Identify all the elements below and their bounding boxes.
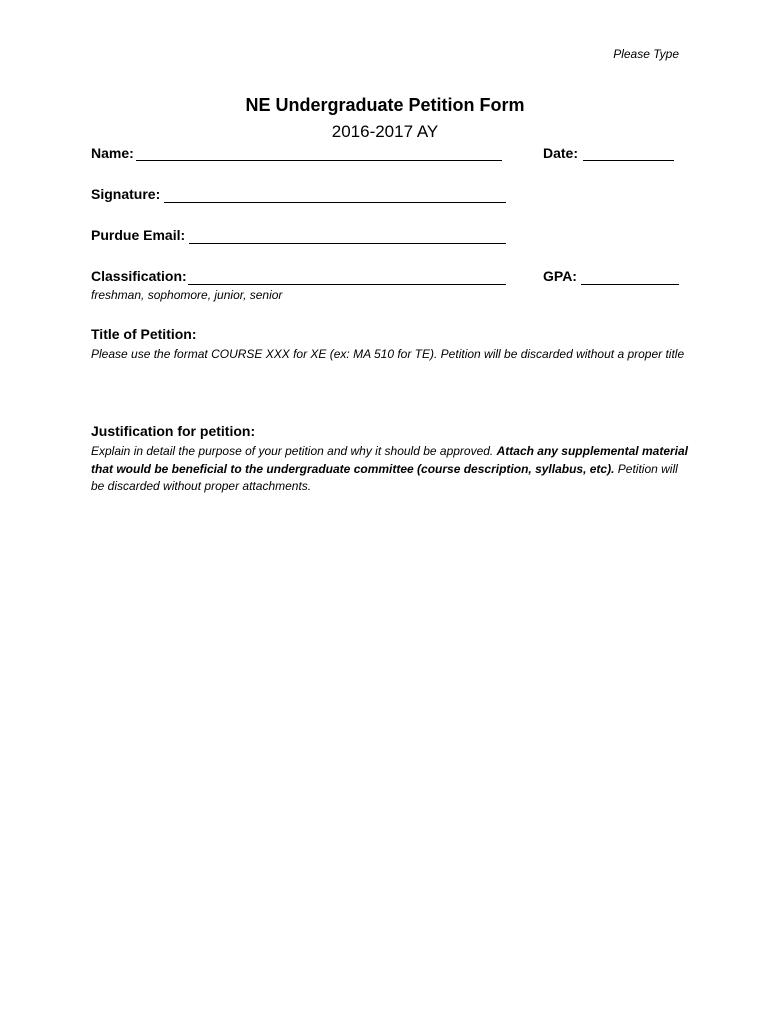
justification-heading: Justification for petition:: [91, 423, 256, 439]
classification-label: Classification:: [91, 268, 187, 284]
name-label: Name:: [91, 145, 134, 161]
email-label: Purdue Email:: [91, 227, 186, 243]
academic-year: 2016-2017 AY: [331, 122, 439, 141]
justification-text-part1: Explain in detail the purpose of your petition and why it should be approved.: [91, 444, 494, 458]
date-label: Date:: [543, 145, 579, 161]
classification-field[interactable]: [188, 284, 506, 285]
classification-hint: freshman, sophomore, junior, senior: [91, 288, 283, 302]
signature-field[interactable]: [164, 202, 506, 203]
date-field[interactable]: [583, 160, 674, 161]
signature-label: Signature:: [91, 186, 161, 202]
justification-instructions: [91, 443, 691, 496]
form-title: NE Undergraduate Petition Form: [245, 95, 525, 115]
please-type-note: Please Type: [613, 47, 679, 61]
email-field[interactable]: [189, 243, 506, 244]
name-field[interactable]: [136, 160, 502, 161]
justification-text-part3: Petition will be discarded without proper attachments.: [91, 461, 678, 493]
title-instructions: Please use the format COURSE XXX for XE (ex: MA 510 for TE). Petition will be discarded without a proper title: [91, 347, 685, 361]
justification-text-bold: Attach any supplemental material that would be beneficial to the undergraduate committee (course description, syllabus, etc).: [91, 444, 688, 476]
title-of-petition-heading: Title of Petition:: [91, 326, 197, 342]
gpa-label: GPA:: [543, 268, 577, 284]
gpa-field[interactable]: [581, 284, 679, 285]
